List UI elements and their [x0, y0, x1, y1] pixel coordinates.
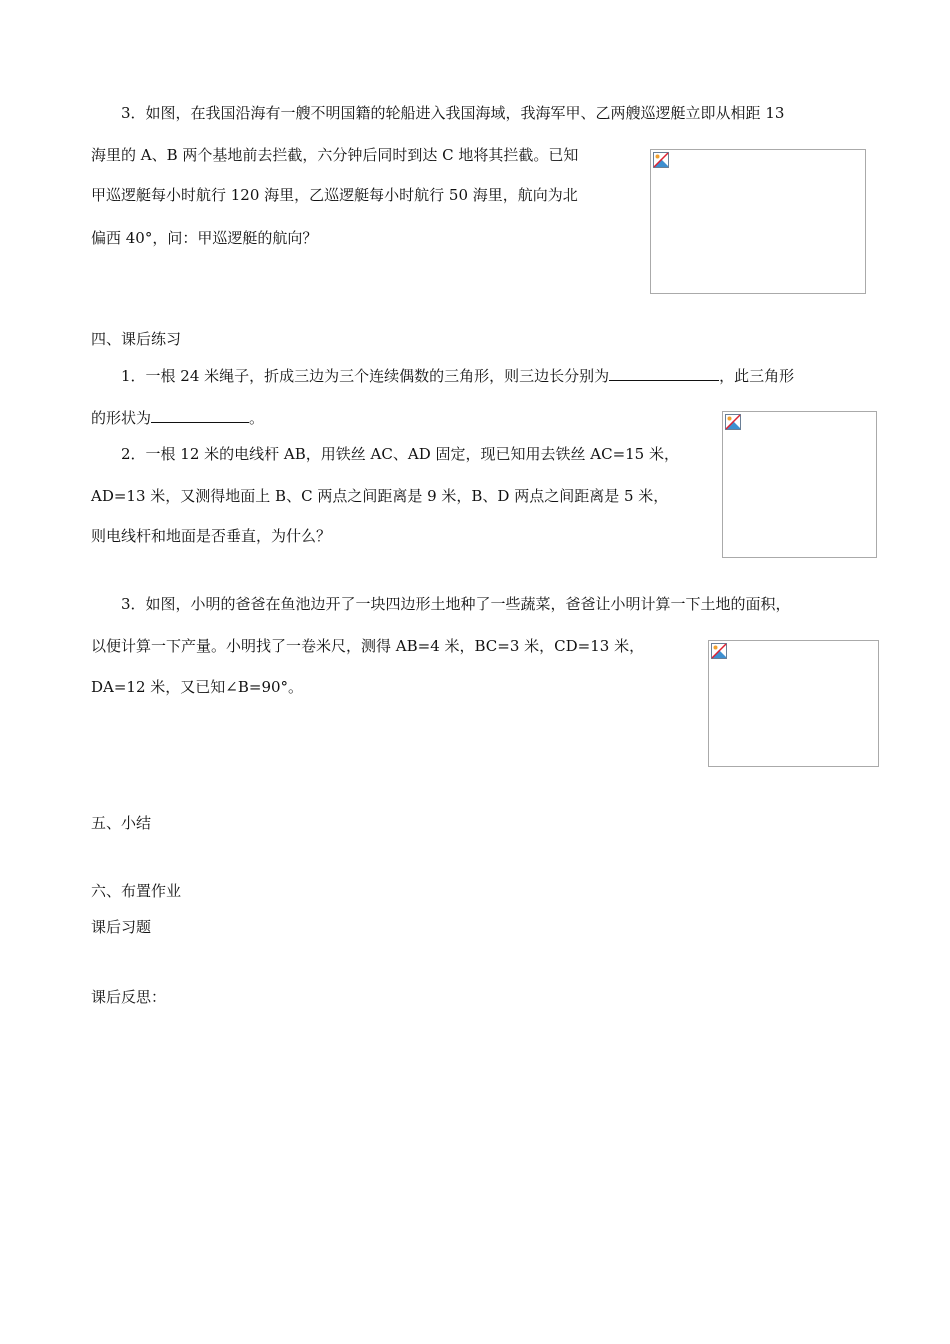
homework-text: 课后习题	[91, 918, 152, 936]
exercise1-text-d: 。	[249, 409, 265, 427]
figure-image-placeholder	[708, 640, 879, 767]
section6-title: 六、布置作业	[91, 882, 182, 900]
section4-title: 四、课后练习	[91, 330, 182, 348]
exercise2-line1: 2．一根 12 米的电线杆 AB，用铁丝 AC、AD 固定，现已知用去铁丝 AC=15 米，	[121, 445, 679, 463]
problem3-line4: 偏西 40°，问：甲巡逻艇的航向？	[91, 229, 318, 247]
exercise1-line2	[91, 408, 264, 428]
reflection-label: 课后反思：	[91, 988, 167, 1006]
exercise3-line1: 3．如图，小明的爸爸在鱼池边开了一块四边形土地种了一些蔬菜，爸爸让小明计算一下土地的面积，	[121, 595, 791, 613]
exercise3-line3: DA=12 米，又已知∠B=90°。	[91, 678, 304, 696]
section5-title: 五、小结	[91, 814, 152, 832]
problem3-line3: 甲巡逻艇每小时航行 120 海里，乙巡逻艇每小时航行 50 海里，航向为北	[91, 186, 578, 204]
exercise3-line2: 以便计算一下产量。小明找了一卷米尺，测得 AB=4 米，BC=3 米，CD=13 米，	[91, 637, 645, 655]
exercise2-line2: AD=13 米，又测得地面上 B、C 两点之间距离是 9 米，B、D 两点之间距离是 5 米，	[91, 487, 669, 505]
exercise1-text-b: ，此三角形	[719, 367, 795, 385]
answer-blank-shape[interactable]	[151, 408, 249, 423]
exercise1-text-c: 的形状为	[91, 409, 152, 427]
broken-image-icon	[711, 643, 727, 659]
answer-blank-sides[interactable]	[609, 366, 719, 381]
broken-image-icon	[653, 152, 669, 168]
exercise2-line3: 则电线杆和地面是否垂直，为什么？	[91, 527, 332, 545]
figure-image-placeholder	[722, 411, 877, 558]
exercise1-text-a: 1．一根 24 米绳子，折成三边为三个连续偶数的三角形，则三边长分别为	[121, 367, 610, 385]
problem3-line2: 海里的 A、B 两个基地前去拦截，六分钟后同时到达 C 地将其拦截。已知	[91, 146, 579, 164]
exercise1-line1	[121, 366, 794, 386]
figure-image-placeholder	[650, 149, 866, 294]
problem3-line1: 3．如图，在我国沿海有一艘不明国籍的轮船进入我国海域，我海军甲、乙两艘巡逻艇立即从相距 13	[121, 104, 785, 122]
broken-image-icon	[725, 414, 741, 430]
